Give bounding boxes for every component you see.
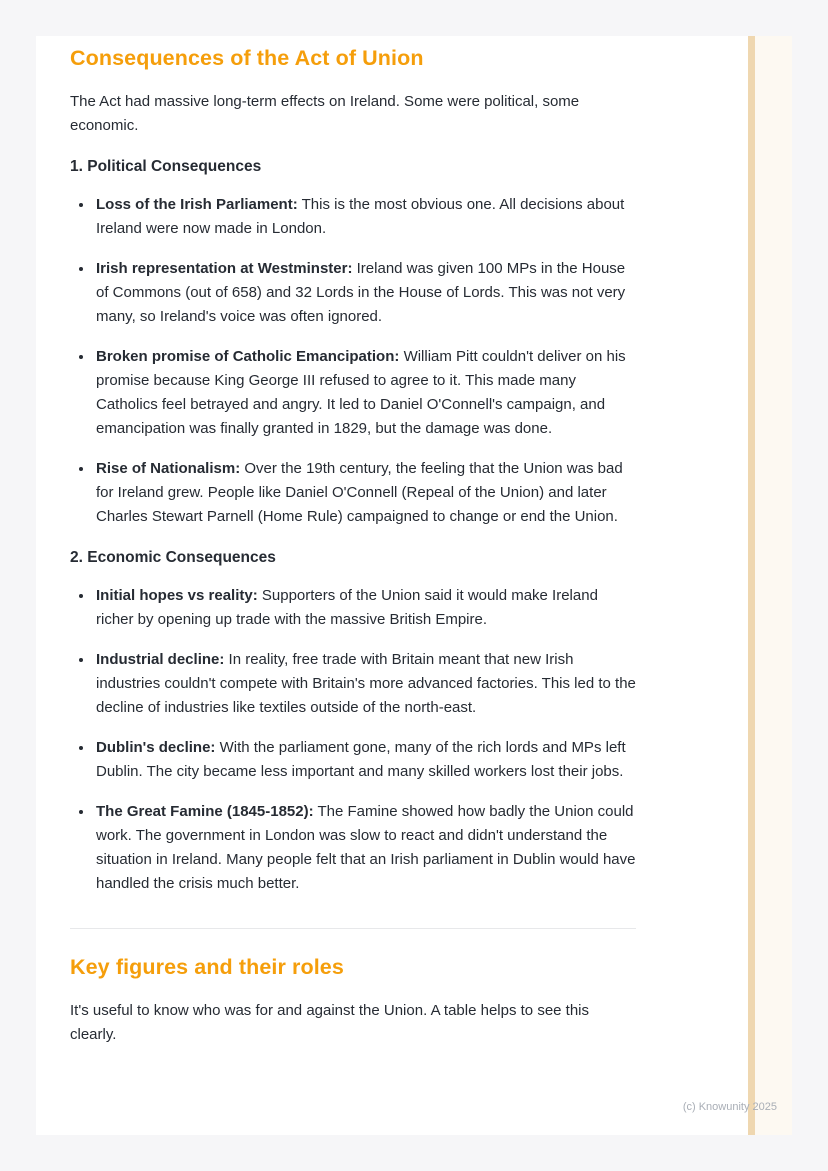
section-divider [70,928,636,929]
right-margin-band [755,36,792,1135]
bullet-lead: Industrial decline: [96,651,225,668]
bullet-text: The Famine showed how badly the Union could work. The government in London was slow to react and didn't understand the situation in Ireland. Many people felt that an Irish parliament in Dublin would have handled the crisis much better. [96,803,636,892]
bullet-item-hopes-vs-reality [94,584,636,632]
bullet-lead: Broken promise of Catholic Emancipation: [96,348,400,365]
bullet-item-irish-parliament [94,193,636,241]
document-card [36,36,792,1135]
bullet-item-industrial-decline [94,648,636,720]
bullet-text: With the parliament gone, many of the rich lords and MPs left Dublin. The city became less important and many skilled workers lost their jobs. [96,739,626,780]
bullet-text: Over the 19th century, the feeling that the Union was bad for Ireland grew. People like Daniel O'Connell (Repeal of the Union) and later Charles Stewart Parnell (Home Rule) campaigned to change or end the Union. [96,460,623,525]
watermark: (c) Knowunity 2025 [682,1101,777,1113]
bullet-text: William Pitt couldn't deliver on his promise because King George III refused to agree to it. This made many Catholics feel betrayed and angry. It led to Daniel O'Connell's campaign, and emancipation was finally granted in 1829, but the damage was done. [96,348,626,437]
bullet-lead: Dublin's decline: [96,739,216,756]
section-heading-key-figures: Key figures and their roles [70,955,344,979]
right-accent-stripe [748,36,755,1135]
key-figures-intro-paragraph: It's useful to know who was for and against the Union. A table helps to see this clearly. [70,1002,590,1043]
document-content [36,36,636,1047]
bullet-lead: Rise of Nationalism: [96,460,241,477]
bullet-item-great-famine [94,800,636,896]
bullet-lead: The Great Famine (1845-1852): [96,803,314,820]
bullet-text: In reality, free trade with Britain meant that new Irish industries couldn't compete with Britain's more advanced factories. This led to the decline of industries like textiles outside of the north-east. [96,651,636,716]
bullet-item-catholic-emancipation [94,345,636,441]
bullet-lead: Irish representation at Westminster: [96,260,353,277]
bullet-text: This is the most obvious one. All decisions about Ireland were now made in London. [96,196,625,237]
bullet-text: Ireland was given 100 MPs in the House of Commons (out of 658) and 32 Lords in the House of Lords. This was not very many, so Ireland's voice was often ignored. [96,260,626,325]
subsection-title-economic: 2. Economic Consequences [70,549,276,566]
bullet-lead: Loss of the Irish Parliament: [96,196,298,213]
section-heading-consequences: Consequences of the Act of Union [70,46,424,70]
bullet-text: Supporters of the Union said it would make Ireland richer by opening up trade with the massive British Empire. [96,587,598,628]
economic-bullet-list [70,584,636,896]
bullet-item-dublins-decline [94,736,636,784]
bullet-item-nationalism [94,457,636,529]
bullet-item-westminster [94,257,636,329]
subsection-title-political: 1. Political Consequences [70,158,262,175]
bullet-lead: Initial hopes vs reality: [96,587,258,604]
political-bullet-list [70,193,636,529]
consequences-intro-paragraph: The Act had massive long-term effects on Ireland. Some were political, some economic. [70,93,580,134]
